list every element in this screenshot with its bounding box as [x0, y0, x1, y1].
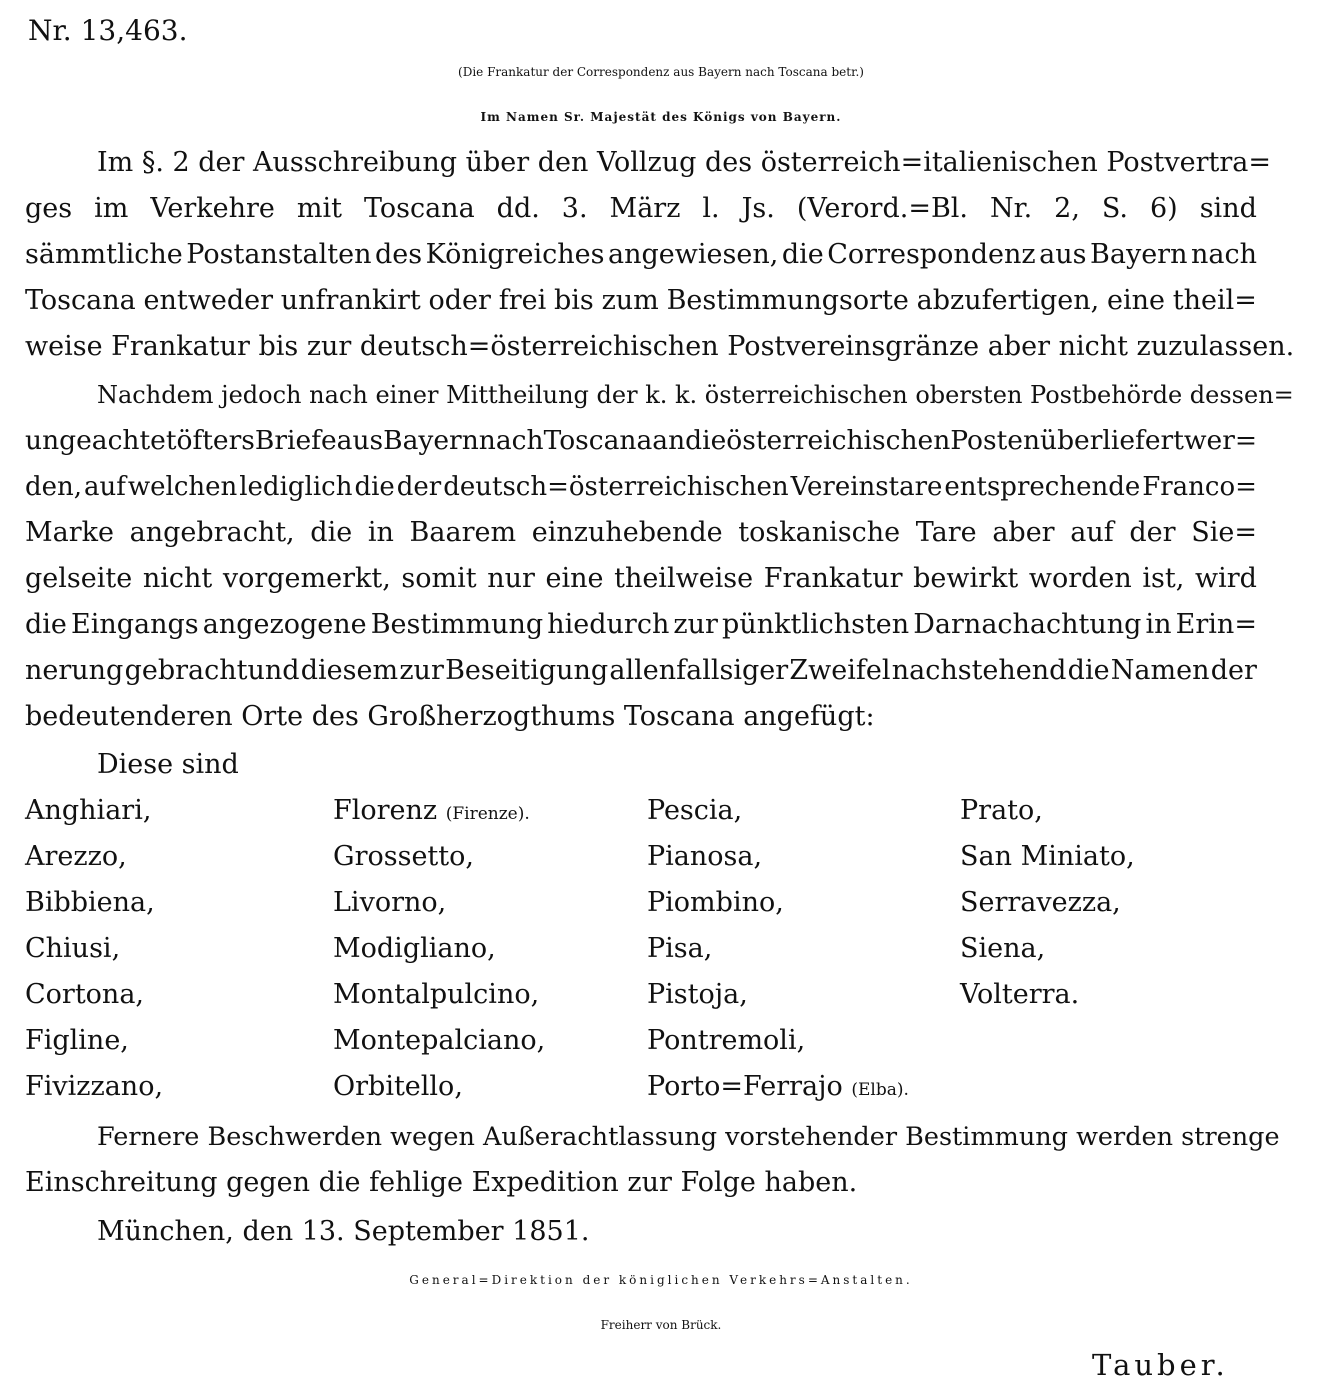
word: deutsch=österreichischen [443, 472, 789, 502]
word: theilweise [614, 563, 754, 594]
word: bis [554, 285, 594, 316]
word: nur [487, 563, 535, 594]
word: zum [601, 285, 659, 316]
place-name-text: Florenz [333, 795, 438, 826]
word: Toscana [363, 193, 475, 224]
word: entsprechende [944, 472, 1141, 502]
word: 2, [1054, 193, 1080, 224]
word: oder [428, 285, 491, 316]
word: Verkehre [150, 193, 275, 224]
place-name: Piombino, [647, 887, 784, 918]
text-line: Nachdem jedoch nach einer Mittheilung der k. k. österreichischen obersten Postbehörde dessen= [97, 381, 1294, 409]
word: lediglich [239, 472, 353, 502]
word: die [310, 517, 353, 548]
word: S. [1101, 193, 1129, 224]
word: Beseitigung [445, 655, 609, 686]
word: überliefert [1040, 425, 1184, 456]
paragraph-2-line-1 [97, 378, 1294, 412]
place-name: Montepalciano, [333, 1025, 546, 1056]
word: Darnachachtung [913, 609, 1142, 640]
word: Bayern [383, 425, 479, 456]
word: Tare [915, 517, 977, 548]
place-name: Pisa, [647, 933, 713, 964]
word: allenfallsiger [609, 655, 789, 686]
word: nach [1190, 239, 1257, 270]
word: Namen [1110, 655, 1210, 686]
word: eine [545, 563, 604, 594]
word: März [609, 193, 681, 224]
word: Bestimmungsorte [666, 285, 909, 316]
place-name: Pistoja, [647, 979, 748, 1010]
word: pünktlichsten [722, 609, 910, 640]
text-line: weise Frankatur bis zur deutsch=österreichischen Postvereinsgränze aber nicht zuzulassen. [25, 331, 1295, 362]
word: den, [25, 472, 83, 502]
word: angebracht, [129, 517, 295, 548]
text-line: Einschreitung gegen die fehlige Expedition zur Folge haben. [25, 1167, 858, 1198]
word: angewiesen, [608, 239, 779, 270]
word: eine [1107, 285, 1165, 316]
place-name: Volterra. [960, 979, 1080, 1010]
place-name: Livorno, [333, 887, 447, 918]
word: wird [1194, 563, 1257, 594]
word: ges [25, 193, 73, 224]
place-name: Siena, [960, 933, 1046, 964]
paragraph-2-line-2 [25, 424, 1257, 458]
document-heading: Im Namen Sr. Majestät des Königs von Bayern. [480, 110, 842, 124]
word: der [1210, 655, 1257, 686]
paragraph-1-line-5 [25, 330, 1294, 364]
word: aus [1039, 239, 1087, 270]
word: Erin= [1175, 609, 1257, 640]
word: Zweifel [789, 655, 891, 686]
word: im [94, 193, 129, 224]
place-name: Pianosa, [647, 841, 763, 872]
word: worden [1028, 563, 1132, 594]
place-name: Modigliano, [333, 933, 496, 964]
word: welchen [127, 472, 238, 502]
paragraph-2-line-3 [25, 470, 1257, 504]
word: der [1129, 517, 1176, 548]
word: 3. [561, 193, 588, 224]
word: in [367, 517, 394, 548]
paragraph-3-line-1 [97, 1120, 1280, 1154]
word: dd. [496, 193, 540, 224]
paragraph-1-line-1 [97, 146, 1272, 180]
signatory-2: Tauber. [1092, 1348, 1229, 1382]
place-name: Figline, [25, 1025, 129, 1056]
paragraph-1-line-3 [25, 238, 1257, 272]
word: auf [1070, 517, 1114, 548]
word: entweder [143, 285, 273, 316]
place-name: Montalpulcino, [333, 979, 540, 1010]
word: Briefe [254, 425, 337, 456]
place-name: Serravezza, [960, 887, 1121, 918]
word: unfrankirt [280, 285, 421, 316]
word: abzufertigen, [916, 285, 1100, 316]
place-name: Cortona, [25, 979, 144, 1010]
place-name [333, 794, 530, 831]
issuing-authority: General=Direktion der königlichen Verkehrs=Anstalten. [409, 1273, 913, 1287]
word: die [781, 239, 824, 270]
word: gebrachtund [124, 655, 300, 686]
word: Frankatur [763, 563, 903, 594]
place-name: Prato, [960, 795, 1043, 826]
word: der [396, 472, 442, 502]
paragraph-3-line-2 [25, 1166, 857, 1200]
word: Bayern [1090, 239, 1188, 270]
word: einzuhebende [531, 517, 723, 548]
word: die [354, 472, 395, 502]
document-number: Nr. 13,463. [28, 14, 188, 47]
document-subject: (Die Frankatur der Correspondenz aus Bayern nach Toscana betr.) [458, 65, 864, 79]
word: Baarem [409, 517, 517, 548]
word: wer= [1183, 425, 1258, 456]
word: österreichischen [726, 425, 951, 456]
word: nach [478, 425, 544, 456]
word: sämmtliche [25, 239, 183, 270]
place-note: (Firenze). [445, 804, 530, 824]
word: Js. [741, 193, 775, 224]
word: 6) [1150, 193, 1178, 224]
word: vorgemerkt, [222, 563, 391, 594]
word: Sie= [1191, 517, 1257, 548]
paragraph-2-line-8 [25, 700, 875, 734]
word: l. [702, 193, 720, 224]
place-name: Pontremoli, [647, 1025, 806, 1056]
word: in [1145, 609, 1172, 640]
list-intro: Diese sind [97, 749, 239, 780]
word: frei [498, 285, 547, 316]
word: des [375, 239, 423, 270]
word: theil= [1172, 285, 1257, 316]
word: Nr. [990, 193, 1033, 224]
word: angezogene [202, 609, 367, 640]
text-line: bedeutenderen Orte des Großherzogthums Toscana angefügt: [25, 701, 875, 732]
word: Marke [25, 517, 114, 548]
word: gelseite [25, 563, 133, 594]
place-name: Chiusi, [25, 933, 121, 964]
word: nicht [142, 563, 213, 594]
word: nachstehend [891, 655, 1067, 686]
word: Posten [950, 425, 1041, 456]
word: die [685, 425, 727, 456]
signatory-1: Freiherr von Brück. [600, 1318, 722, 1332]
word: hiedurch [547, 609, 670, 640]
word: (Verord.=Bl. [796, 193, 969, 224]
paragraph-2-line-4 [25, 516, 1257, 550]
place-name [647, 1070, 909, 1107]
place-name-text: Porto=Ferrajo [647, 1071, 843, 1102]
word: die [25, 609, 67, 640]
word: bewirkt [913, 563, 1019, 594]
word: Toscana [25, 285, 136, 316]
place-name: Anghiari, [25, 795, 152, 826]
paragraph-2-line-5 [25, 562, 1257, 596]
word: somit [401, 563, 477, 594]
word: zur [673, 609, 718, 640]
place-name: Grossetto, [333, 841, 474, 872]
word: Vereinstare [790, 472, 943, 502]
word: aus [336, 425, 384, 456]
word: öfters [176, 425, 255, 456]
place-name: Bibbiena, [25, 887, 155, 918]
place-name: San Miniato, [960, 841, 1135, 872]
word: ist, [1142, 563, 1185, 594]
word: diesem [300, 655, 399, 686]
word: Bestimmung [370, 609, 544, 640]
place-name: Orbitello, [333, 1071, 463, 1102]
paragraph-2-line-7 [25, 654, 1257, 688]
place-name: Arezzo, [25, 841, 127, 872]
word: auf [84, 472, 126, 502]
paragraph-1-line-4 [25, 284, 1257, 318]
word: aber [992, 517, 1055, 548]
place-name: Fivizzano, [25, 1071, 164, 1102]
word: Königreiches [425, 239, 605, 270]
word: sind [1199, 193, 1257, 224]
word: Eingangs [71, 609, 199, 640]
word: Toscana [543, 425, 653, 456]
word: ungeachtet [25, 425, 177, 456]
word: an [652, 425, 686, 456]
word: mit [296, 193, 342, 224]
text-line: Im §. 2 der Ausschreibung über den Vollzug des österreich=italienischen Postvertra= [97, 147, 1272, 178]
date-line: München, den 13. September 1851. [97, 1216, 590, 1247]
paragraph-1-line-2 [25, 192, 1257, 226]
word: Correspondenz [827, 239, 1036, 270]
place-note: (Elba). [851, 1080, 909, 1100]
text-line: Fernere Beschwerden wegen Außerachtlassung vorstehender Bestimmung werden strenge [97, 1122, 1280, 1152]
place-name: Pescia, [647, 795, 743, 826]
word: nerung [25, 655, 124, 686]
word: die [1067, 655, 1110, 686]
word: zur [399, 655, 444, 686]
word: Franco= [1142, 472, 1257, 502]
word: Postanstalten [186, 239, 372, 270]
word: toskanische [738, 517, 901, 548]
paragraph-2-line-6 [25, 608, 1257, 642]
